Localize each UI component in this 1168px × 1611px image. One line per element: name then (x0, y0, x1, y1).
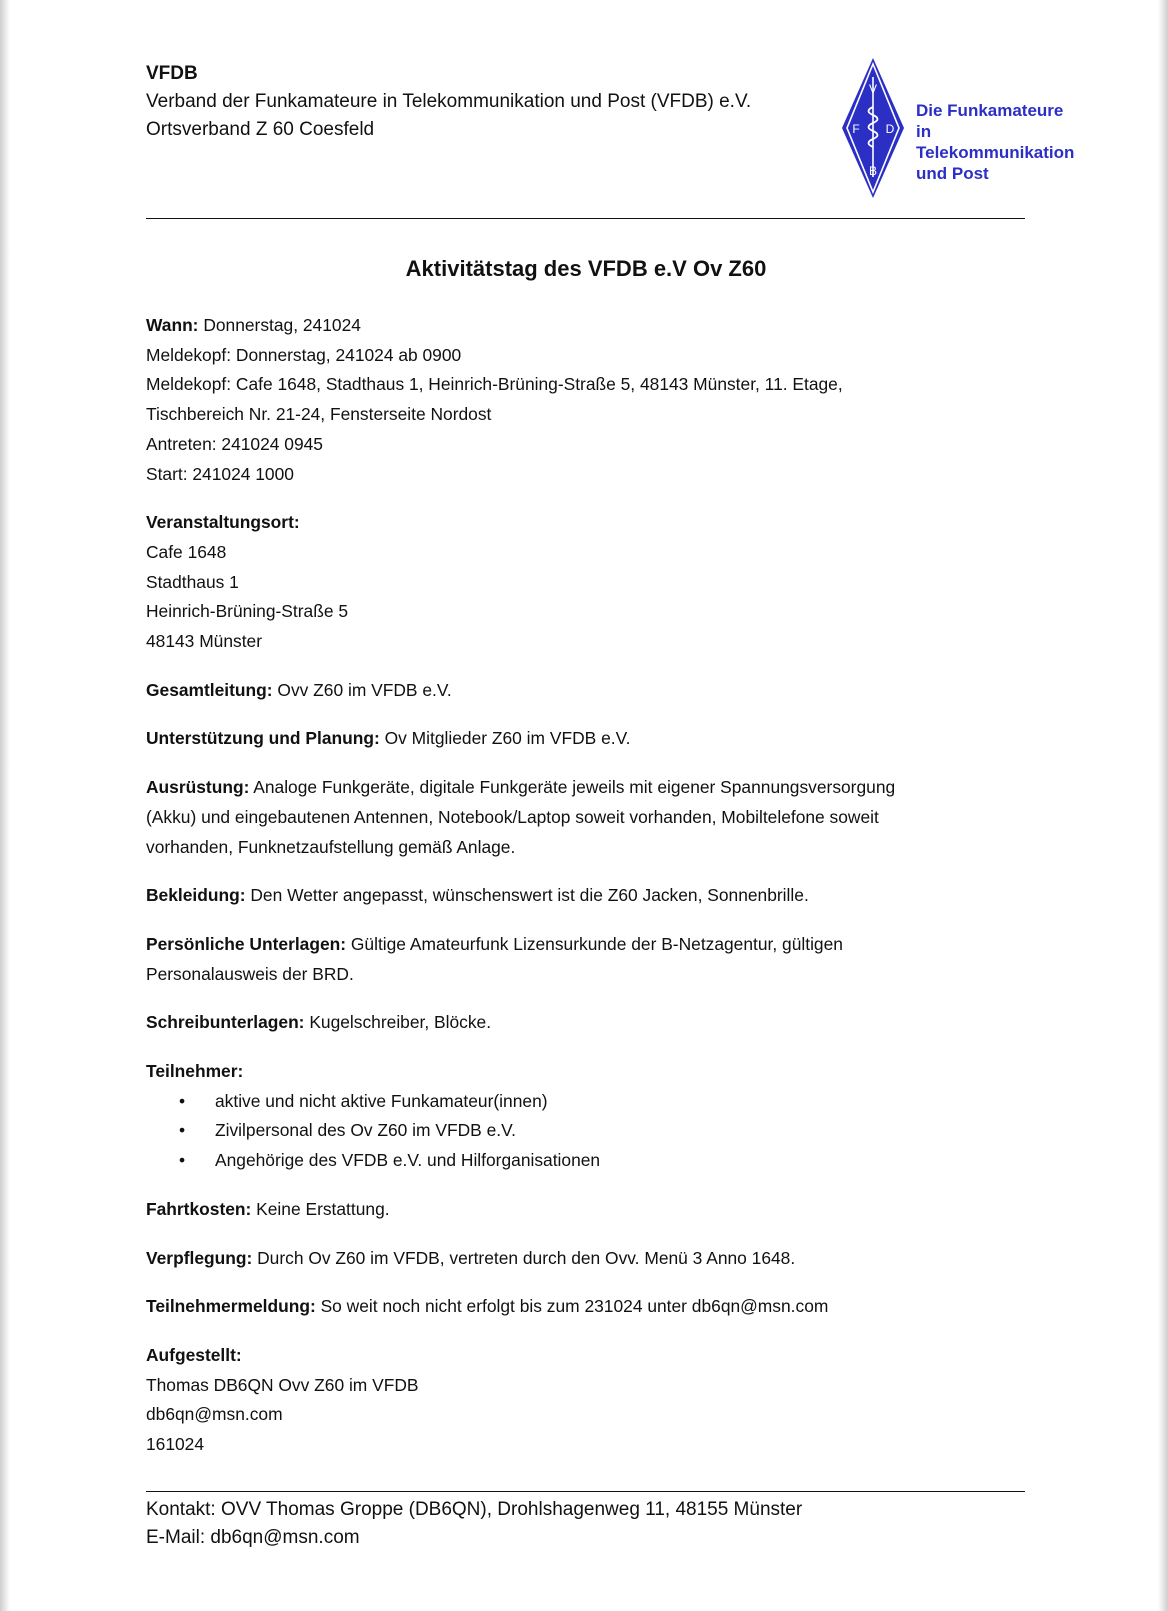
when-detail-line: Antreten: 241024 0945 (146, 433, 323, 454)
footer-divider (146, 1491, 1025, 1492)
when-detail-line: Tischbereich Nr. 21-24, Fensterseite Nordost (146, 404, 492, 425)
section-label: Aufgestellt: (146, 1344, 242, 1365)
section-value: Gültige Amateurfunk Lizensurkunde der B-Netzagentur, gültigen (346, 933, 843, 954)
logo-tagline-line: in Telekommunikation (916, 122, 1075, 162)
section-label: Bekleidung: (146, 885, 246, 906)
equipment-line: vorhanden, Funknetzaufstellung gemäß Anlage. (146, 836, 516, 857)
when-detail-line: Meldekopf: Cafe 1648, Stadthaus 1, Heinrich-Brüning-Straße 5, 48143 Münster, 11. Etage, (146, 374, 843, 395)
section-value: Keine Erstattung. (251, 1198, 390, 1219)
section-registration (146, 1292, 1026, 1322)
section-label: Ausrüstung: (146, 777, 250, 798)
document-title: Aktivitätstag des VFDB e.V Ov Z60 (405, 256, 767, 281)
section-value: Kugelschreiber, Blöcke. (304, 1012, 492, 1033)
venue-line: 48143 Münster (146, 631, 263, 652)
section-personal-documents (146, 930, 1026, 989)
participants-list (146, 1087, 1026, 1176)
section-travel-costs (146, 1195, 1026, 1225)
logo-letter-v: V (868, 82, 878, 96)
equipment-line: (Akku) und eingebautenen Antennen, Notebook/Laptop soweit vorhanden, Mobiltelefone soweit (146, 806, 879, 827)
section-label: Persönliche Unterlagen: (146, 933, 347, 954)
letterhead (146, 60, 1075, 210)
section-value: Ovv Z60 im VFDB e.V. (272, 679, 452, 700)
section-management (146, 676, 1026, 706)
section-value: Ov Mitglieder Z60 im VFDB e.V. (379, 728, 631, 749)
local-chapter: Ortsverband Z 60 Coesfeld (146, 119, 375, 140)
page-shadow-right (1158, 0, 1168, 1611)
org-abbreviation: VFDB (146, 63, 198, 84)
section-clothing (146, 881, 1026, 911)
section-catering (146, 1244, 1026, 1274)
section-label: Teilnehmer: (146, 1061, 244, 1082)
section-equipment (146, 773, 1026, 862)
section-label: Teilnehmermeldung: (146, 1296, 316, 1317)
section-label: Gesamtleitung: (146, 679, 273, 700)
footer-email: E-Mail: db6qn@msn.com (146, 1527, 360, 1548)
author-line: db6qn@msn.com (146, 1404, 283, 1425)
section-label: Wann: (146, 315, 199, 335)
logo-tagline (916, 100, 1074, 184)
logo-letter-d: D (885, 122, 895, 136)
list-item: • Angehörige des VFDB e.V. und Hilforganisationen (146, 1146, 1026, 1176)
venue-line: Heinrich-Brüning-Straße 5 (146, 601, 349, 622)
section-author (146, 1341, 1026, 1460)
venue-line: Cafe 1648 (146, 541, 227, 562)
section-value: Donnerstag, 241024 (198, 315, 361, 335)
section-value: Analoge Funkgeräte, digitale Funkgeräte jeweils mit eigener Spannungsversorgung (249, 777, 896, 798)
section-value: Den Wetter angepasst, wünschenswert ist die Z60 Jacken, Sonnenbrille. (245, 885, 809, 906)
logo-tagline-line: Die Funkamateure (916, 101, 1064, 120)
document-body (146, 311, 1026, 1479)
org-full-name: Verband der Funkamateure in Telekommunikation und Post (VFDB) e.V. (146, 91, 752, 112)
section-writing-materials (146, 1008, 1026, 1038)
section-label: Schreibunterlagen: (146, 1012, 305, 1033)
section-label: Verpflegung: (146, 1247, 253, 1268)
section-venue (146, 508, 1026, 657)
venue-line: Stadthaus 1 (146, 571, 239, 592)
footer (146, 1496, 802, 1552)
when-detail-line: Meldekopf: Donnerstag, 241024 ab 0900 (146, 344, 462, 365)
logo-letter-b: B (868, 164, 878, 178)
logo-tagline-line: und Post (916, 164, 989, 183)
section-value: Durch Ov Z60 im VFDB, vertreten durch den Ovv. Menü 3 Anno 1648. (252, 1247, 796, 1268)
section-value: So weit noch nicht erfolgt bis zum 231024 unter db6qn@msn.com (315, 1296, 829, 1317)
section-label: Veranstaltungsort: (146, 512, 300, 533)
section-label: Unterstützung und Planung: (146, 728, 380, 749)
page-shadow-left (0, 0, 10, 1611)
documents-line (146, 930, 1026, 960)
documents-line: Personalausweis der BRD. (146, 963, 354, 984)
logo-letter-f: F (852, 122, 860, 136)
author-line: Thomas DB6QN Ovv Z60 im VFDB (146, 1374, 419, 1395)
vfdb-diamond-logo-icon (841, 57, 905, 199)
when-line (146, 311, 1026, 341)
equipment-line (146, 773, 1026, 803)
footer-contact: Kontakt: OVV Thomas Groppe (DB6QN), Drohlshagenweg 11, 48155 Münster (146, 1499, 803, 1520)
section-support (146, 724, 1026, 754)
when-detail-line: Start: 241024 1000 (146, 463, 294, 484)
list-item: • aktive und nicht aktive Funkamateur(innen) (146, 1087, 1026, 1117)
author-line: 161024 (146, 1434, 205, 1455)
header-divider (146, 218, 1025, 219)
section-participants (146, 1057, 1026, 1087)
section-when (146, 311, 1026, 489)
list-item: • Zivilpersonal des Ov Z60 im VFDB e.V. (146, 1116, 1026, 1146)
section-label: Fahrtkosten: (146, 1198, 252, 1219)
